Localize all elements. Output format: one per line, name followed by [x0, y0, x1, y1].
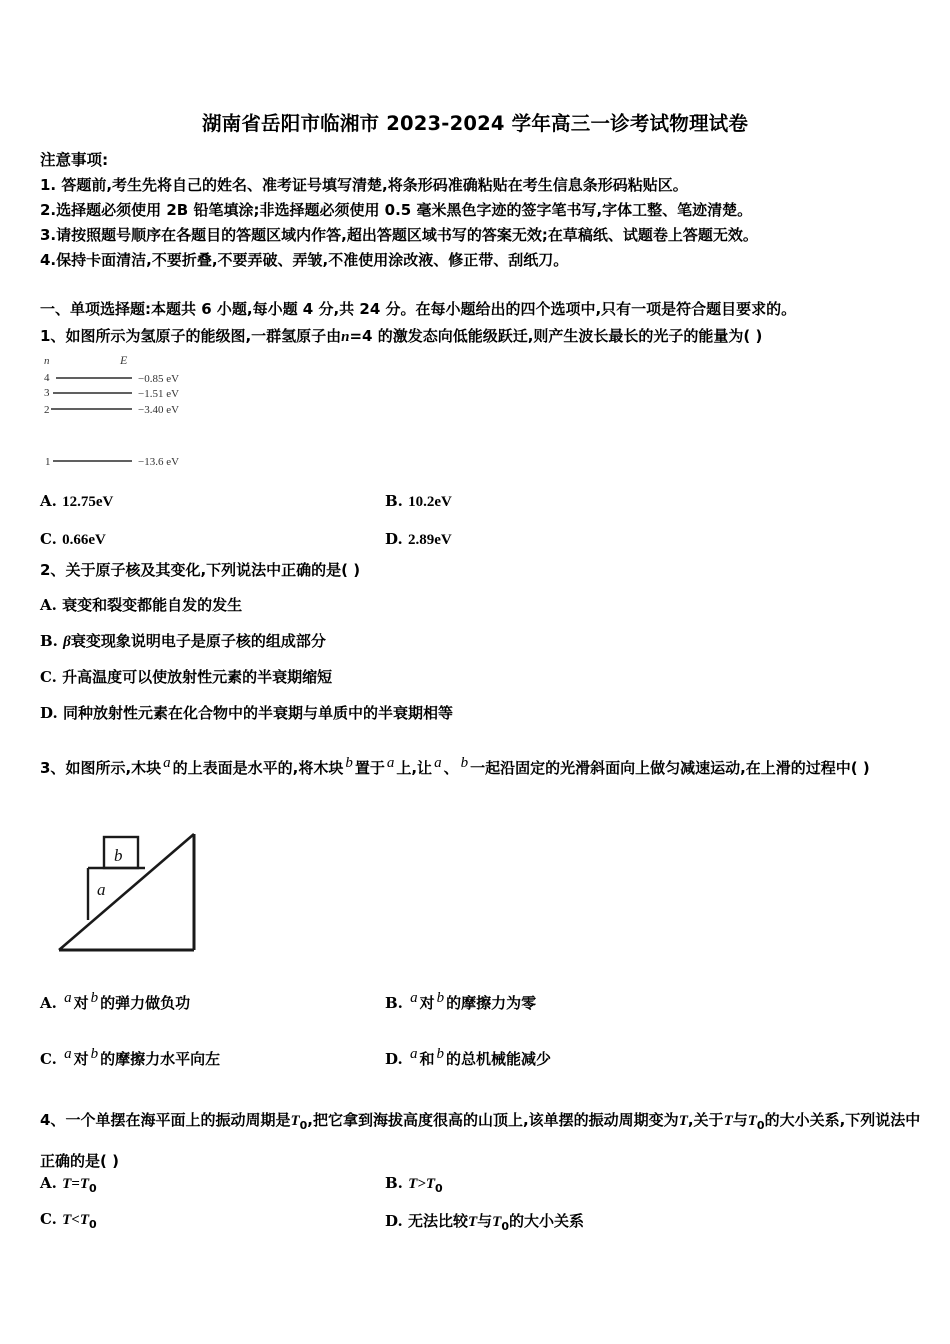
question-3-variable-a2: a: [386, 755, 395, 771]
energy-level-svg: [42, 352, 252, 477]
option-row: [40, 992, 930, 1048]
question-3-text-5: 、: [443, 759, 459, 777]
option-3-b-label: B.: [385, 994, 403, 1012]
option-3-a-label: A.: [40, 994, 57, 1012]
option-2-d-label: D.: [40, 704, 58, 722]
section-heading: 一、单项选择题:本题共 6 小题,每小题 4 分,共 24 分。在每小题给出的四个选项中,只有一项是符合题目要求的。: [40, 300, 797, 318]
option-4-a[interactable]: [40, 1174, 97, 1193]
energy-level-n-2: 2: [44, 404, 50, 416]
energy-value-2: −3.40 eV: [138, 404, 180, 416]
question-4-text-5: 的: [764, 1111, 780, 1129]
question-3-text-3: 置于: [354, 759, 385, 777]
option-3-d-mid: 和: [419, 1050, 435, 1068]
option-3-c-label: C.: [40, 1050, 57, 1068]
question-4-subscript-b: 0: [756, 1119, 765, 1132]
question-4-subscript-a: 0: [299, 1119, 308, 1132]
option-3-b-variable-b: b: [436, 990, 445, 1006]
question-4-text-6: 大小关系,下列说法中正确的是( ): [40, 1111, 921, 1170]
option-3-b-text: 的摩擦力为零: [446, 994, 537, 1012]
inclined-plane-svg: [55, 828, 205, 958]
option-3-c-variable-b: b: [90, 1046, 99, 1062]
option-2-a[interactable]: [40, 594, 242, 615]
question-3-variable-a3: a: [434, 755, 442, 771]
option-1-b-text: 10.2eV: [408, 494, 452, 510]
option-1-a-text: 12.75eV: [62, 494, 114, 510]
energy-value-1: −13.6 eV: [138, 456, 180, 468]
option-4-c[interactable]: [40, 1210, 97, 1229]
option-2-a-label: A.: [40, 596, 57, 614]
option-4-b-label: B.: [385, 1174, 403, 1192]
option-row: [40, 492, 930, 530]
option-2-b-variable-beta: β: [63, 634, 71, 650]
question-4-stem: [40, 1100, 930, 1181]
option-1-d[interactable]: [385, 530, 452, 549]
block-a-label: a: [97, 880, 106, 899]
option-4-c-label: C.: [40, 1210, 57, 1228]
option-4-d-label: D.: [385, 1212, 403, 1230]
option-row: [40, 1210, 930, 1246]
option-3-a-text: 的弹力做负功: [100, 994, 191, 1012]
option-row: [40, 630, 930, 666]
question-3-text-6: 一起沿固定的光滑斜面向上做匀减速运动,在: [470, 759, 761, 777]
option-1-a[interactable]: [40, 492, 113, 511]
question-4-text-3: ,关于: [687, 1111, 724, 1129]
question-1-number: 1、: [40, 327, 66, 345]
option-3-d-text: 的总机械能减少: [445, 1050, 551, 1068]
question-3-number: 3、: [40, 759, 66, 777]
question-3-text-2: 的上表面是水平的,将木块: [172, 759, 344, 777]
notice-item: 3.请按照题号顺序在各题目的答题区域内作答,超出答题区域书写的答案无效;在草稿纸、试题卷上答题无效。: [40, 226, 758, 244]
option-3-a-variable-b: b: [90, 990, 99, 1006]
option-row: [40, 666, 930, 702]
question-4-text-4: 与: [732, 1111, 748, 1129]
notice-item: 1. 答题前,考生先将自己的姓名、准考证号填写清楚,将条形码准确粘贴在考生信息条形码粘贴区。: [40, 176, 688, 194]
question-4-variable-T-a: T: [678, 1113, 688, 1129]
option-3-b-variable-a: a: [410, 990, 418, 1006]
energy-value-3: −1.51 eV: [138, 388, 180, 400]
option-2-b-label: B.: [40, 632, 58, 650]
question-4-variable-T0-a: T: [290, 1113, 300, 1129]
option-3-d-variable-b: b: [436, 1046, 444, 1062]
option-4-c-text: T<T: [62, 1212, 90, 1228]
question-2-stem-text: 关于原子核及其变化,下列说法中正确的是( ): [65, 561, 361, 579]
notice-item: 2.选择题必须使用 2B 铅笔填涂;非选择题必须使用 0.5 毫米黑色字迹的签字笔书写,字体工整、笔迹清楚。: [40, 201, 753, 219]
question-4-text-1: 一个单摆在海平面上的振动周期是: [65, 1111, 291, 1129]
option-4-a-subscript: 0: [88, 1182, 97, 1195]
inclined-plane-diagram: [55, 828, 205, 958]
question-1-stem-text-b: =4 的激发态向低能级跃迁,则产生波长最长的光子的能量为( ): [349, 327, 763, 345]
question-3-text-1: 如图所示,木块: [65, 759, 162, 777]
question-4-text-2: ,把它拿到海拔高度很高的山顶上,该单摆的振动周期变为: [307, 1111, 679, 1129]
question-4-number: 4、: [40, 1111, 66, 1129]
option-2-c[interactable]: [40, 666, 332, 687]
option-4-d-subscript: 0: [501, 1220, 509, 1233]
option-3-c-mid: 对: [73, 1050, 89, 1068]
question-3-text-7: 上滑的过程中( ): [760, 759, 870, 777]
question-2-options: [40, 594, 930, 738]
option-4-c-subscript: 0: [89, 1218, 97, 1231]
question-2-number: 2、: [40, 561, 66, 579]
option-3-a[interactable]: [40, 992, 190, 1013]
option-4-a-text: T=T: [62, 1176, 89, 1192]
question-2-stem: [40, 559, 360, 580]
block-b-label: b: [114, 846, 123, 865]
incline-hypotenuse-line: [59, 834, 194, 950]
option-3-d-variable-a: a: [409, 1046, 418, 1062]
option-4-b[interactable]: [385, 1174, 443, 1193]
question-1-variable-n: n: [341, 329, 350, 345]
energy-level-diagram: [42, 352, 252, 477]
option-4-a-label: A.: [40, 1174, 57, 1192]
option-2-b[interactable]: [40, 630, 326, 651]
option-2-d[interactable]: [40, 702, 453, 723]
question-1-options: [40, 492, 930, 568]
option-2-c-text: 升高温度可以使放射性元素的半衰期缩短: [62, 668, 333, 686]
option-3-b[interactable]: [385, 992, 536, 1013]
option-2-d-text: 同种放射性元素在化合物中的半衰期与单质中的半衰期相等: [62, 704, 453, 722]
option-1-d-label: D.: [385, 530, 403, 548]
question-3-stem: [40, 740, 930, 796]
option-1-a-label: A.: [40, 492, 57, 510]
option-3-a-mid: 对: [73, 994, 89, 1012]
option-3-d[interactable]: [385, 1048, 551, 1069]
option-row: [40, 1048, 930, 1104]
option-4-d-suffix: 的大小关系: [508, 1212, 584, 1230]
option-3-c-text: 的摩擦力水平向左: [100, 1050, 221, 1068]
option-1-c-label: C.: [40, 530, 57, 548]
question-3-text-4: 上,让: [396, 759, 433, 777]
option-3-c-variable-a: a: [64, 1046, 72, 1062]
option-row: [40, 702, 930, 738]
option-3-a-variable-a: a: [64, 990, 72, 1006]
page-title: 湖南省岳阳市临湘市 2023-2024 学年高三一诊考试物理试卷: [201, 112, 749, 135]
notice-heading: 注意事项:: [40, 151, 109, 169]
option-4-d-variable-T0: T: [492, 1214, 502, 1230]
option-1-d-text: 2.89eV: [407, 532, 452, 548]
option-3-d-label: D.: [385, 1050, 403, 1068]
question-4-variable-T0-b: T: [747, 1113, 757, 1129]
energy-axis-E-label: E: [120, 353, 128, 367]
question-4-options: [40, 1174, 930, 1246]
option-row: [40, 594, 930, 630]
energy-value-4: −0.85 eV: [138, 373, 180, 385]
option-2-b-text: 衰变现象说明电子是原子核的组成部分: [70, 632, 326, 650]
option-4-b-subscript: 0: [435, 1182, 443, 1195]
question-1-stem: [40, 325, 940, 346]
question-3-variable-b1: b: [345, 755, 353, 771]
option-4-b-text: T>T: [408, 1176, 436, 1192]
option-1-c[interactable]: [40, 530, 106, 549]
question-3-options: [40, 992, 930, 1104]
option-row: [40, 1174, 930, 1210]
energy-axis-n-label: n: [44, 355, 50, 367]
option-4-d-prefix: 无法比较: [407, 1212, 468, 1230]
option-3-c[interactable]: [40, 1048, 220, 1069]
option-1-c-text: 0.66eV: [62, 532, 106, 548]
energy-level-n-4: 4: [44, 372, 50, 384]
question-3-variable-b2: b: [460, 755, 469, 771]
option-3-b-mid: 对: [419, 994, 435, 1012]
option-4-d[interactable]: [385, 1210, 584, 1231]
notice-item: 4.保持卡面清洁,不要折叠,不要弄破、弄皱,不准使用涂改液、修正带、刮纸刀。: [40, 251, 569, 269]
option-1-b[interactable]: [385, 492, 452, 511]
option-2-c-label: C.: [40, 668, 57, 686]
question-3-variable-a1: a: [163, 755, 171, 771]
option-2-a-text: 衰变和裂变都能自发的发生: [62, 596, 243, 614]
option-1-b-label: B.: [385, 492, 403, 510]
option-4-d-mid: 与: [477, 1212, 493, 1230]
question-1-stem-text-a: 如图所示为氢原子的能级图,一群氢原子由: [65, 327, 342, 345]
option-4-d-variable-T: T: [467, 1214, 478, 1230]
question-4-variable-T-b: T: [723, 1113, 733, 1129]
energy-level-n-1: 1: [45, 456, 51, 468]
notice-list: [40, 173, 920, 273]
energy-level-n-3: 3: [44, 387, 50, 399]
